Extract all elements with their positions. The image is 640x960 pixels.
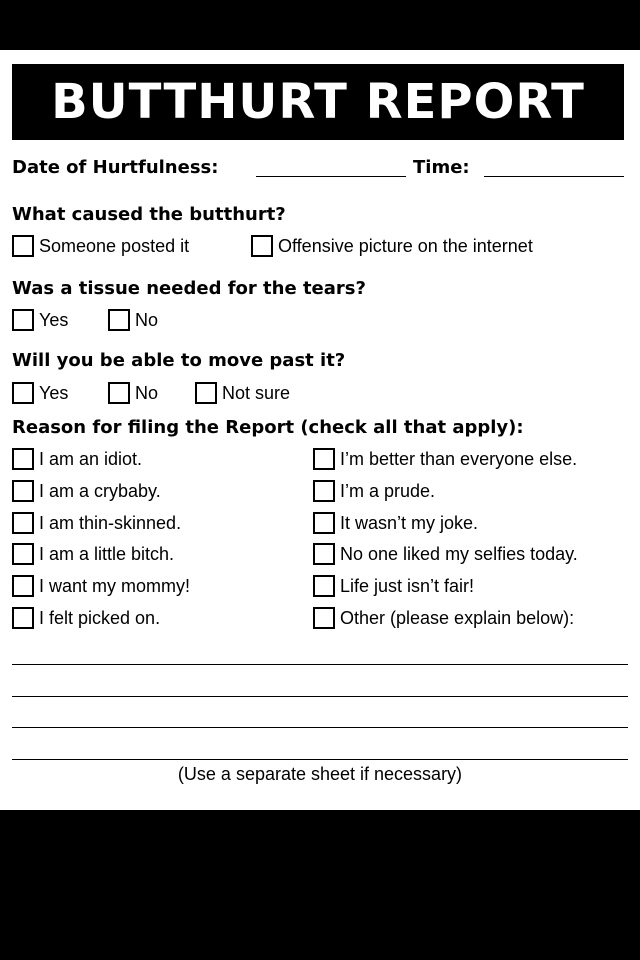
- checkbox-label: I felt picked on.: [39, 607, 161, 628]
- checkbox-reason-right-1[interactable]: [313, 448, 577, 470]
- question-tissue: Was a tissue needed for the tears?: [12, 278, 366, 299]
- checkbox-reason-left-2[interactable]: [12, 480, 161, 502]
- date-label: Date of Hurtfulness:: [12, 157, 219, 178]
- checkbox-reason-left-6[interactable]: [12, 607, 160, 629]
- checkbox-label: I’m a prude.: [340, 480, 436, 501]
- checkbox-icon[interactable]: [12, 607, 34, 629]
- footer-note: (Use a separate sheet if necessary): [177, 764, 463, 784]
- question-reason: Reason for filing the Report (check all that apply):: [12, 417, 524, 438]
- checkbox-move-not-sure[interactable]: [195, 382, 290, 404]
- checkbox-label: Yes: [39, 309, 69, 330]
- checkbox-reason-right-3[interactable]: [313, 512, 478, 534]
- checkbox-icon[interactable]: [195, 382, 217, 404]
- checkbox-label: No: [135, 382, 159, 403]
- checkbox-reason-left-1[interactable]: [12, 448, 142, 470]
- checkbox-reason-left-5[interactable]: [12, 575, 190, 597]
- checkbox-tissue-yes[interactable]: [12, 309, 68, 331]
- checkbox-reason-left-4[interactable]: [12, 543, 174, 565]
- checkbox-reason-right-5[interactable]: [313, 575, 474, 597]
- checkbox-label: Yes: [39, 382, 69, 403]
- checkbox-icon[interactable]: [12, 575, 34, 597]
- checkbox-icon[interactable]: [12, 309, 34, 331]
- checkbox-icon[interactable]: [12, 543, 34, 565]
- report-form: [0, 50, 640, 810]
- checkbox-icon[interactable]: [313, 480, 335, 502]
- checkbox-label: I want my mommy!: [39, 575, 191, 596]
- checkbox-label: Offensive picture on the internet: [278, 235, 533, 256]
- time-field[interactable]: [484, 176, 624, 177]
- checkbox-icon[interactable]: [108, 309, 130, 331]
- question-move-past: Will you be able to move past it?: [12, 350, 346, 371]
- checkbox-label: No one liked my selfies today.: [340, 543, 578, 564]
- checkbox-icon[interactable]: [313, 448, 335, 470]
- checkbox-icon[interactable]: [108, 382, 130, 404]
- explanation-line-3[interactable]: [12, 727, 628, 728]
- checkbox-label: I am a crybaby.: [39, 480, 161, 501]
- checkbox-icon[interactable]: [313, 543, 335, 565]
- checkbox-icon[interactable]: [12, 480, 34, 502]
- checkbox-icon[interactable]: [12, 235, 34, 257]
- checkbox-icon[interactable]: [12, 512, 34, 534]
- checkbox-label: It wasn’t my joke.: [340, 512, 479, 533]
- explanation-line-2[interactable]: [12, 696, 628, 697]
- checkbox-icon[interactable]: [12, 448, 34, 470]
- explanation-line-1[interactable]: [12, 664, 628, 665]
- time-label: Time:: [413, 157, 470, 178]
- checkbox-move-no[interactable]: [108, 382, 158, 404]
- question-cause: What caused the butthurt?: [12, 204, 286, 225]
- checkbox-icon[interactable]: [313, 607, 335, 629]
- checkbox-tissue-no[interactable]: [108, 309, 158, 331]
- checkbox-reason-right-6[interactable]: [313, 607, 574, 629]
- checkbox-someone-posted[interactable]: [12, 235, 189, 257]
- checkbox-icon[interactable]: [313, 512, 335, 534]
- checkbox-icon[interactable]: [313, 575, 335, 597]
- checkbox-reason-right-4[interactable]: [313, 543, 578, 565]
- checkbox-offensive-picture[interactable]: [251, 235, 533, 257]
- checkbox-label: Someone posted it: [39, 235, 190, 256]
- checkbox-icon[interactable]: [251, 235, 273, 257]
- checkbox-move-yes[interactable]: [12, 382, 68, 404]
- checkbox-label: No: [135, 309, 159, 330]
- checkbox-label: Other (please explain below):: [340, 607, 575, 628]
- explanation-line-4[interactable]: [12, 759, 628, 760]
- report-title: BUTTHURT REPORT: [12, 64, 624, 140]
- checkbox-label: I am a little bitch.: [39, 543, 175, 564]
- checkbox-label: Not sure: [222, 382, 291, 403]
- checkbox-label: Life just isn’t fair!: [340, 575, 475, 596]
- date-field[interactable]: [256, 176, 406, 177]
- checkbox-reason-right-2[interactable]: [313, 480, 435, 502]
- checkbox-label: I am thin-skinned.: [39, 512, 182, 533]
- checkbox-icon[interactable]: [12, 382, 34, 404]
- checkbox-reason-left-3[interactable]: [12, 512, 181, 534]
- checkbox-label: I’m better than everyone else.: [340, 448, 578, 469]
- checkbox-label: I am an idiot.: [39, 448, 143, 469]
